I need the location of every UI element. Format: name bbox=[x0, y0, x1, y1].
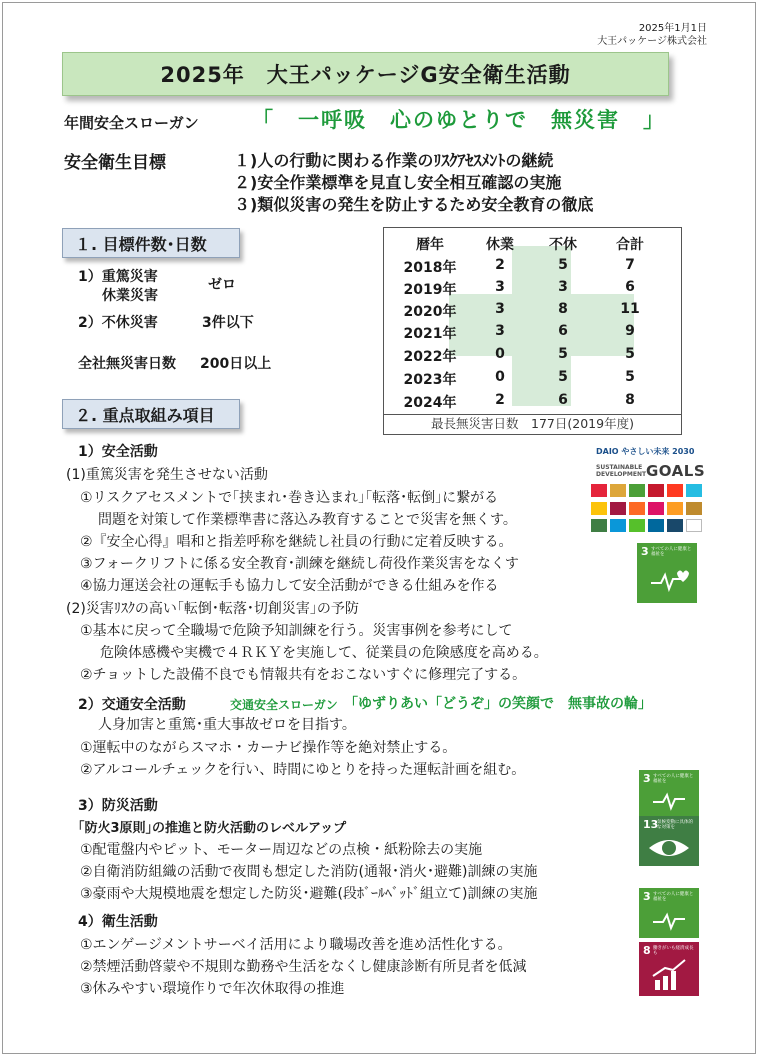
section1-title: １. 目標件数･日数 bbox=[75, 234, 207, 254]
sdg-2-icon bbox=[610, 484, 626, 497]
safety-line: ①リスクアセスメントで｢挟まれ･巻き込まれ｣｢転落･転倒｣に繋がる bbox=[80, 490, 499, 506]
slogan-label: 年間安全スローガン bbox=[64, 114, 199, 132]
accident-free-label: 全社無災害日数 bbox=[78, 356, 176, 372]
sdg-12-icon bbox=[686, 502, 702, 515]
sdg-8-icon bbox=[610, 502, 626, 515]
sdg-15-icon bbox=[629, 519, 645, 532]
sdgs-logo-top: SUSTAINABLE bbox=[596, 464, 643, 471]
cell-year: 2021年 bbox=[403, 326, 457, 342]
section2-header bbox=[62, 399, 240, 429]
heartbeat-icon bbox=[637, 543, 697, 603]
safety-heading: 1）安全活動 bbox=[78, 444, 158, 460]
cell-lost-time: 2 bbox=[495, 257, 505, 273]
cell-total: 5 bbox=[625, 346, 635, 362]
disaster-line: ①配電盤内やピット、モーター周辺などの点検・紙粉除去の実施 bbox=[80, 842, 483, 858]
target-minor-value: 3件以下 bbox=[202, 315, 254, 331]
table-row bbox=[384, 255, 681, 276]
safety-line: 危険体感機や実機で４ＲＫＹを実施して、従業員の危険感度を高める。 bbox=[100, 645, 548, 661]
traffic-heading: 2）交通安全活動 bbox=[78, 697, 186, 713]
page-title: 2025年 大王パッケージG安全衛生活動 bbox=[160, 63, 571, 87]
sdg-1-icon bbox=[591, 484, 607, 497]
traffic-slogan-label: 交通安全スローガン bbox=[230, 698, 338, 712]
cell-year: 2024年 bbox=[403, 395, 457, 411]
cell-total: 7 bbox=[625, 257, 635, 273]
sdg-3-number: 3 bbox=[643, 890, 651, 903]
cell-year: 2023年 bbox=[403, 372, 457, 388]
cell-total: 5 bbox=[625, 369, 635, 385]
safety-line: ②『安全心得』唱和と指差呼称を継続し社員の行動に定着反映する。 bbox=[80, 534, 513, 550]
cell-lost-time: 3 bbox=[495, 279, 505, 295]
table-header-row bbox=[384, 232, 681, 253]
disaster-heading: 3）防災活動 bbox=[78, 798, 158, 814]
cell-year: 2022年 bbox=[403, 349, 457, 365]
goals-label: 安全衛生目標 bbox=[64, 153, 166, 173]
sdg-9-icon bbox=[629, 502, 645, 515]
table-row bbox=[384, 321, 681, 342]
safety-line: 問題を対策して作業標準書に落込み教育することで災害を無くす。 bbox=[98, 512, 517, 528]
header-no-lost-time: 不休 bbox=[549, 237, 577, 253]
disaster-line: ②自衛消防組織の活動で夜間も想定した消防(通報･消火･避難)訓練の実施 bbox=[80, 864, 538, 880]
table-row bbox=[384, 277, 681, 298]
sdg-16-icon bbox=[648, 519, 664, 532]
cell-lost-time: 2 bbox=[495, 392, 505, 408]
sdg-3-icon bbox=[629, 484, 645, 497]
growth-chart-icon bbox=[639, 942, 699, 996]
sdg-17-icon bbox=[667, 519, 683, 532]
heartbeat-icon bbox=[639, 770, 699, 816]
sdg-3-good-health-icon bbox=[639, 888, 699, 938]
safety-line: ②チョットした設備不良でも情報共有をおこないすぐに修理完了する。 bbox=[80, 667, 527, 683]
cell-total: 8 bbox=[625, 392, 635, 408]
safety-line: ①基本に戻って全職場で危険予知訓練を行う。災害事例を参考にして bbox=[80, 623, 513, 639]
cell-year: 2019年 bbox=[403, 282, 457, 298]
sdgs-goal-grid bbox=[591, 484, 703, 534]
target-minor-label: 2）不休災害 bbox=[78, 315, 158, 331]
sdg-13-number: 13 bbox=[643, 818, 659, 831]
cell-no-lost-time: 5 bbox=[558, 369, 568, 385]
safety-line: ④協力運送会社の運転手も協力して安全活動ができる仕組みを作る bbox=[80, 578, 499, 594]
sdg-6-icon bbox=[686, 484, 702, 497]
cell-no-lost-time: 3 bbox=[558, 279, 568, 295]
annual-slogan: 「 一呼吸 心のゆとりで 無災害 」 bbox=[252, 108, 666, 132]
traffic-line: ②アルコールチェックを行い、時間にゆとりを持った運転計画を組む。 bbox=[80, 762, 526, 778]
target-lost-time-label: 休業災害 bbox=[102, 288, 158, 304]
cell-total: 11 bbox=[620, 301, 640, 317]
target-serious-value: ゼロ bbox=[208, 277, 236, 293]
safety-sub1: (1)重篤災害を発生させない活動 bbox=[66, 467, 268, 483]
cell-no-lost-time: 5 bbox=[558, 257, 568, 273]
disaster-sub: ｢防火3原則｣の推進と防火活動のレベルアップ bbox=[78, 821, 347, 836]
sdg-wheel-icon bbox=[686, 519, 702, 532]
header-lost-time: 休業 bbox=[486, 237, 514, 253]
table-row bbox=[384, 299, 681, 320]
table-row bbox=[384, 344, 681, 365]
safety-line: ③フォークリフトに係る安全教育･訓練を継続し荷役作業災害をなくす bbox=[80, 556, 519, 572]
cell-year: 2018年 bbox=[403, 260, 457, 276]
document-date: 2025年1月1日 bbox=[638, 23, 707, 34]
cell-lost-time: 3 bbox=[495, 323, 505, 339]
sdg-8-number: 8 bbox=[643, 944, 651, 957]
cell-total: 9 bbox=[625, 323, 635, 339]
cell-no-lost-time: 8 bbox=[558, 301, 568, 317]
sdg-3-number: 3 bbox=[643, 772, 651, 785]
health-line: ②禁煙活動啓蒙や不規則な勤務や生活をなくし健康診断有所見者を低減 bbox=[80, 959, 527, 975]
cell-year: 2020年 bbox=[403, 304, 457, 320]
cell-no-lost-time: 6 bbox=[558, 323, 568, 339]
disaster-line: ③豪雨や大規模地震を想定した防災･避難(段ﾎﾞｰﾙﾍﾞｯﾄﾞ組立て)訓練の実施 bbox=[80, 886, 538, 902]
sdg-3-caption: すべての人に健康と福祉を bbox=[653, 892, 694, 902]
sdg-3-number: 3 bbox=[641, 545, 649, 558]
header-total: 合計 bbox=[616, 237, 644, 253]
accident-free-value: 200日以上 bbox=[200, 356, 272, 372]
sdg-13-climate-action-icon bbox=[639, 816, 699, 866]
table-row bbox=[384, 367, 681, 388]
sdg-14-icon bbox=[610, 519, 626, 532]
sdg-13-caption: 気候変動に具体的な対策を bbox=[657, 820, 693, 830]
health-line: ③休みやすい環境作りで年次休取得の推進 bbox=[80, 981, 345, 997]
sdg-11-icon bbox=[667, 502, 683, 515]
traffic-slogan: 「ゆずりあい「どうぞ」の笑顔で 無事故の輪」 bbox=[344, 696, 652, 712]
section2-title: ２. 重点取組み項目 bbox=[75, 405, 215, 425]
sdg-3-good-health-icon bbox=[637, 543, 697, 603]
cell-lost-time: 0 bbox=[495, 369, 505, 385]
sdg-8-decent-work-icon bbox=[639, 942, 699, 996]
cell-no-lost-time: 6 bbox=[558, 392, 568, 408]
longest-accident-free-record: 最長無災害日数 177日(2019年度) bbox=[384, 414, 681, 434]
sdgs-logo-bottom: DEVELOPMENT bbox=[596, 471, 647, 478]
cell-lost-time: 3 bbox=[495, 301, 505, 317]
health-line: ①エンゲージメントサーベイ活用により職場改善を進め活性化する。 bbox=[80, 937, 512, 953]
eye-earth-icon bbox=[639, 816, 699, 866]
goal-item-2: ２)安全作業標準を見直し安全相互確認の実施 bbox=[234, 173, 562, 192]
traffic-line: ①運転中のながらスマホ・カーナビ操作等を絶対禁止する。 bbox=[80, 740, 457, 756]
sdg-8-caption: 働きがいも経済成長も bbox=[653, 946, 694, 956]
goal-item-3: ３)類似災害の発生を防止するため安全教育の徹底 bbox=[234, 195, 594, 214]
safety-sub2: (2)災害ﾘｽｸの高い｢転倒･転落･切創災害｣の予防 bbox=[66, 601, 359, 617]
goal-item-1: １)人の行動に関わる作業のﾘｽｸｱｾｽﾒﾝﾄの継続 bbox=[234, 151, 554, 170]
traffic-line: 人身加害と重篤･重大事故ゼロを目指す。 bbox=[98, 717, 356, 733]
cell-total: 6 bbox=[625, 279, 635, 295]
page-title-banner bbox=[62, 52, 669, 96]
sdg-3-caption: すべての人に健康と福祉を bbox=[651, 547, 692, 557]
sdg-13-icon bbox=[591, 519, 607, 532]
sdg-3-caption: すべての人に健康と福祉を bbox=[653, 774, 694, 784]
sdg-3-good-health-icon bbox=[639, 770, 699, 816]
sdg-5-icon bbox=[667, 484, 683, 497]
header-year: 暦年 bbox=[416, 237, 444, 253]
table-row bbox=[384, 390, 681, 411]
cell-lost-time: 0 bbox=[495, 346, 505, 362]
sdg-7-icon bbox=[591, 502, 607, 515]
health-heading: 4）衛生活動 bbox=[78, 914, 158, 930]
company-name: 大王パッケージ株式会社 bbox=[597, 36, 707, 47]
section1-header bbox=[62, 228, 240, 258]
yearly-accident-table bbox=[383, 227, 682, 435]
heartbeat-icon bbox=[639, 888, 699, 938]
sdgs-caption: DAIO やさしい未来 2030 bbox=[596, 447, 695, 456]
cell-no-lost-time: 5 bbox=[558, 346, 568, 362]
sdgs-logo bbox=[596, 462, 704, 484]
sdg-10-icon bbox=[648, 502, 664, 515]
sdg-4-icon bbox=[648, 484, 664, 497]
target-serious-label: 1）重篤災害 bbox=[78, 269, 158, 285]
sdgs-logo-goals: GOALS bbox=[646, 462, 706, 480]
document-date-block bbox=[597, 22, 707, 48]
